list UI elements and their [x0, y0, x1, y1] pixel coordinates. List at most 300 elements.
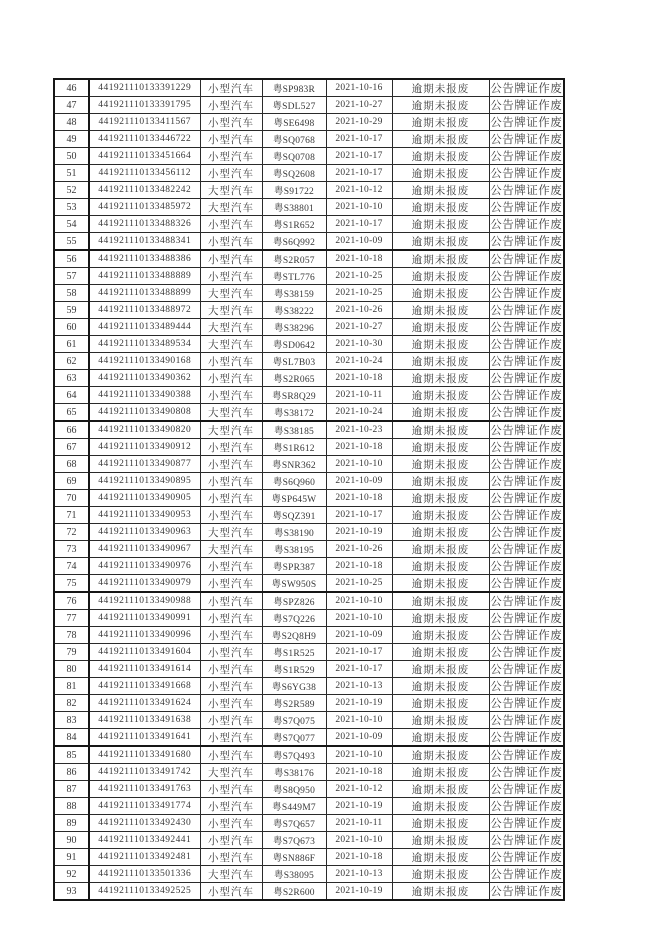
table-row	[54, 627, 564, 644]
record-id-cell: 441921110133391795	[89, 97, 200, 114]
status-cell: 逾期未报废	[392, 695, 489, 712]
table-row	[54, 456, 564, 473]
status-cell: 逾期未报废	[392, 250, 489, 268]
date-cell: 2021-10-17	[326, 216, 392, 233]
table-row	[54, 849, 564, 866]
row-number-cell: 58	[54, 285, 89, 302]
action-cell: 公告牌证作废	[489, 404, 564, 422]
status-cell: 逾期未报废	[392, 353, 489, 370]
vehicle-type-cell: 小型汽车	[200, 798, 262, 815]
vehicle-type-cell: 小型汽车	[200, 216, 262, 233]
record-id-cell: 441921110133488899	[89, 285, 200, 302]
status-cell: 逾期未报废	[392, 165, 489, 182]
status-cell: 逾期未报废	[392, 302, 489, 319]
table-row	[54, 661, 564, 678]
row-number-cell: 75	[54, 575, 89, 593]
row-number-cell: 55	[54, 233, 89, 251]
row-number-cell: 77	[54, 610, 89, 627]
action-cell: 公告牌证作废	[489, 199, 564, 216]
status-cell: 逾期未报废	[392, 729, 489, 747]
record-id-cell: 441921110133491774	[89, 798, 200, 815]
record-id-cell: 441921110133501336	[89, 866, 200, 883]
plate-number-cell: 粤SQZ391	[262, 507, 326, 524]
action-cell: 公告牌证作废	[489, 798, 564, 815]
row-number-cell: 70	[54, 490, 89, 507]
status-cell: 逾期未报废	[392, 114, 489, 131]
row-number-cell: 71	[54, 507, 89, 524]
plate-number-cell: 粤S2R589	[262, 695, 326, 712]
record-id-cell: 441921110133491604	[89, 644, 200, 661]
row-number-cell: 78	[54, 627, 89, 644]
status-cell: 逾期未报废	[392, 746, 489, 764]
action-cell: 公告牌证作废	[489, 131, 564, 148]
record-id-cell: 441921110133490895	[89, 473, 200, 490]
table-row	[54, 644, 564, 661]
date-cell: 2021-10-11	[326, 387, 392, 404]
table-row	[54, 216, 564, 233]
date-cell: 2021-10-17	[326, 165, 392, 182]
vehicle-type-cell: 小型汽车	[200, 490, 262, 507]
row-number-cell: 79	[54, 644, 89, 661]
action-cell: 公告牌证作废	[489, 473, 564, 490]
row-number-cell: 88	[54, 798, 89, 815]
vehicle-type-cell: 大型汽车	[200, 285, 262, 302]
table-row	[54, 268, 564, 285]
row-number-cell: 68	[54, 456, 89, 473]
table-row	[54, 114, 564, 131]
action-cell: 公告牌证作废	[489, 165, 564, 182]
plate-number-cell: 粤S38296	[262, 319, 326, 336]
status-cell: 逾期未报废	[392, 456, 489, 473]
vehicle-type-cell: 大型汽车	[200, 336, 262, 353]
status-cell: 逾期未报废	[392, 268, 489, 285]
row-number-cell: 89	[54, 815, 89, 832]
vehicle-type-cell: 小型汽车	[200, 439, 262, 456]
record-id-cell: 441921110133491614	[89, 661, 200, 678]
plate-number-cell: 粤S2R057	[262, 250, 326, 268]
row-number-cell: 83	[54, 712, 89, 729]
record-id-cell: 441921110133490362	[89, 370, 200, 387]
table-row	[54, 610, 564, 627]
status-cell: 逾期未报废	[392, 592, 489, 610]
plate-number-cell: 粤SQ2608	[262, 165, 326, 182]
row-number-cell: 72	[54, 524, 89, 541]
action-cell: 公告牌证作废	[489, 456, 564, 473]
date-cell: 2021-10-09	[326, 233, 392, 251]
table-row	[54, 182, 564, 199]
vehicle-type-cell: 小型汽车	[200, 473, 262, 490]
table-row	[54, 558, 564, 575]
status-cell: 逾期未报废	[392, 815, 489, 832]
record-id-cell: 441921110133490953	[89, 507, 200, 524]
date-cell: 2021-10-24	[326, 404, 392, 422]
vehicle-type-cell: 小型汽车	[200, 114, 262, 131]
table-row	[54, 798, 564, 815]
status-cell: 逾期未报废	[392, 866, 489, 883]
vehicle-type-cell: 小型汽车	[200, 883, 262, 901]
plate-number-cell: 粤S449M7	[262, 798, 326, 815]
vehicle-type-cell: 小型汽车	[200, 815, 262, 832]
plate-number-cell: 粤S38185	[262, 421, 326, 439]
plate-number-cell: 粤SDL527	[262, 97, 326, 114]
vehicle-type-cell: 小型汽车	[200, 456, 262, 473]
vehicle-type-cell: 大型汽车	[200, 866, 262, 883]
record-id-cell: 441921110133490979	[89, 575, 200, 593]
action-cell: 公告牌证作废	[489, 353, 564, 370]
date-cell: 2021-10-30	[326, 336, 392, 353]
vehicle-type-cell: 小型汽车	[200, 592, 262, 610]
record-id-cell: 441921110133490820	[89, 421, 200, 439]
status-cell: 逾期未报废	[392, 712, 489, 729]
row-number-cell: 56	[54, 250, 89, 268]
table-row	[54, 541, 564, 558]
record-id-cell: 441921110133490991	[89, 610, 200, 627]
table-row	[54, 421, 564, 439]
record-id-cell: 441921110133491680	[89, 746, 200, 764]
record-id-cell: 441921110133490388	[89, 387, 200, 404]
row-number-cell: 50	[54, 148, 89, 165]
action-cell: 公告牌证作废	[489, 148, 564, 165]
action-cell: 公告牌证作废	[489, 268, 564, 285]
vehicle-type-cell: 小型汽车	[200, 781, 262, 798]
status-cell: 逾期未报废	[392, 404, 489, 422]
action-cell: 公告牌证作废	[489, 79, 564, 97]
status-cell: 逾期未报废	[392, 336, 489, 353]
row-number-cell: 59	[54, 302, 89, 319]
date-cell: 2021-10-10	[326, 832, 392, 849]
action-cell: 公告牌证作废	[489, 97, 564, 114]
vehicle-type-cell: 大型汽车	[200, 541, 262, 558]
plate-number-cell: 粤SE6498	[262, 114, 326, 131]
table-row	[54, 832, 564, 849]
vehicle-type-cell: 大型汽车	[200, 182, 262, 199]
plate-number-cell: 粤SW950S	[262, 575, 326, 593]
table-row	[54, 473, 564, 490]
table-row	[54, 233, 564, 251]
vehicle-type-cell: 小型汽车	[200, 507, 262, 524]
action-cell: 公告牌证作废	[489, 439, 564, 456]
action-cell: 公告牌证作废	[489, 524, 564, 541]
plate-number-cell: 粤S6YG38	[262, 678, 326, 695]
date-cell: 2021-10-25	[326, 285, 392, 302]
plate-number-cell: 粤SQ0708	[262, 148, 326, 165]
action-cell: 公告牌证作废	[489, 421, 564, 439]
vehicle-type-cell: 小型汽车	[200, 268, 262, 285]
status-cell: 逾期未报废	[392, 524, 489, 541]
row-number-cell: 47	[54, 97, 89, 114]
row-number-cell: 65	[54, 404, 89, 422]
record-id-cell: 441921110133485972	[89, 199, 200, 216]
status-cell: 逾期未报废	[392, 79, 489, 97]
row-number-cell: 87	[54, 781, 89, 798]
action-cell: 公告牌证作废	[489, 866, 564, 883]
status-cell: 逾期未报废	[392, 558, 489, 575]
plate-number-cell: 粤SD0642	[262, 336, 326, 353]
record-id-cell: 441921110133490877	[89, 456, 200, 473]
plate-number-cell: 粤S8Q950	[262, 781, 326, 798]
record-id-cell: 441921110133491641	[89, 729, 200, 747]
row-number-cell: 51	[54, 165, 89, 182]
status-cell: 逾期未报废	[392, 387, 489, 404]
vehicle-type-cell: 大型汽车	[200, 524, 262, 541]
date-cell: 2021-10-27	[326, 319, 392, 336]
record-id-cell: 441921110133482242	[89, 182, 200, 199]
action-cell: 公告牌证作废	[489, 285, 564, 302]
status-cell: 逾期未报废	[392, 216, 489, 233]
status-cell: 逾期未报废	[392, 490, 489, 507]
plate-number-cell: 粤S38222	[262, 302, 326, 319]
record-id-cell: 441921110133391229	[89, 79, 200, 97]
row-number-cell: 64	[54, 387, 89, 404]
status-cell: 逾期未报废	[392, 883, 489, 901]
status-cell: 逾期未报废	[392, 182, 489, 199]
plate-number-cell: 粤S91722	[262, 182, 326, 199]
record-id-cell: 441921110133489444	[89, 319, 200, 336]
date-cell: 2021-10-10	[326, 592, 392, 610]
table-row	[54, 729, 564, 747]
plate-number-cell: 粤STL776	[262, 268, 326, 285]
date-cell: 2021-10-11	[326, 815, 392, 832]
record-id-cell: 441921110133490808	[89, 404, 200, 422]
status-cell: 逾期未报废	[392, 97, 489, 114]
date-cell: 2021-10-10	[326, 712, 392, 729]
record-id-cell: 441921110133490963	[89, 524, 200, 541]
plate-number-cell: 粤SP645W	[262, 490, 326, 507]
action-cell: 公告牌证作废	[489, 558, 564, 575]
row-number-cell: 62	[54, 353, 89, 370]
row-number-cell: 73	[54, 541, 89, 558]
plate-number-cell: 粤S38159	[262, 285, 326, 302]
vehicle-type-cell: 小型汽车	[200, 250, 262, 268]
row-number-cell: 61	[54, 336, 89, 353]
action-cell: 公告牌证作废	[489, 627, 564, 644]
status-cell: 逾期未报废	[392, 644, 489, 661]
status-cell: 逾期未报废	[392, 319, 489, 336]
vehicle-type-cell: 大型汽车	[200, 319, 262, 336]
table-row	[54, 524, 564, 541]
plate-number-cell: 粤S38190	[262, 524, 326, 541]
vehicle-type-cell: 小型汽车	[200, 387, 262, 404]
date-cell: 2021-10-18	[326, 439, 392, 456]
row-number-cell: 67	[54, 439, 89, 456]
record-id-cell: 441921110133492430	[89, 815, 200, 832]
row-number-cell: 63	[54, 370, 89, 387]
action-cell: 公告牌证作废	[489, 490, 564, 507]
status-cell: 逾期未报废	[392, 507, 489, 524]
row-number-cell: 60	[54, 319, 89, 336]
vehicle-type-cell: 小型汽车	[200, 678, 262, 695]
date-cell: 2021-10-17	[326, 131, 392, 148]
record-id-cell: 441921110133491742	[89, 764, 200, 781]
date-cell: 2021-10-10	[326, 746, 392, 764]
vehicle-type-cell: 大型汽车	[200, 404, 262, 422]
record-id-cell: 441921110133488386	[89, 250, 200, 268]
date-cell: 2021-10-26	[326, 302, 392, 319]
row-number-cell: 81	[54, 678, 89, 695]
record-id-cell: 441921110133451664	[89, 148, 200, 165]
plate-number-cell: 粤S38801	[262, 199, 326, 216]
date-cell: 2021-10-19	[326, 524, 392, 541]
table-row	[54, 746, 564, 764]
plate-number-cell: 粤S1R525	[262, 644, 326, 661]
record-id-cell: 441921110133411567	[89, 114, 200, 131]
action-cell: 公告牌证作废	[489, 883, 564, 901]
status-cell: 逾期未报废	[392, 421, 489, 439]
date-cell: 2021-10-18	[326, 849, 392, 866]
date-cell: 2021-10-16	[326, 79, 392, 97]
record-id-cell: 441921110133490996	[89, 627, 200, 644]
row-number-cell: 92	[54, 866, 89, 883]
status-cell: 逾期未报废	[392, 233, 489, 251]
table-row	[54, 592, 564, 610]
plate-number-cell: 粤SPR387	[262, 558, 326, 575]
date-cell: 2021-10-19	[326, 883, 392, 901]
record-id-cell: 441921110133490168	[89, 353, 200, 370]
plate-number-cell: 粤S7Q226	[262, 610, 326, 627]
status-cell: 逾期未报废	[392, 849, 489, 866]
action-cell: 公告牌证作废	[489, 370, 564, 387]
status-cell: 逾期未报废	[392, 832, 489, 849]
date-cell: 2021-10-27	[326, 97, 392, 114]
date-cell: 2021-10-26	[326, 541, 392, 558]
status-cell: 逾期未报废	[392, 575, 489, 593]
row-number-cell: 76	[54, 592, 89, 610]
table-row	[54, 336, 564, 353]
action-cell: 公告牌证作废	[489, 712, 564, 729]
action-cell: 公告牌证作废	[489, 661, 564, 678]
action-cell: 公告牌证作废	[489, 302, 564, 319]
vehicle-type-cell: 小型汽车	[200, 832, 262, 849]
status-cell: 逾期未报废	[392, 370, 489, 387]
table-row	[54, 712, 564, 729]
action-cell: 公告牌证作废	[489, 541, 564, 558]
date-cell: 2021-10-29	[326, 114, 392, 131]
plate-number-cell: 粤S1R529	[262, 661, 326, 678]
date-cell: 2021-10-19	[326, 695, 392, 712]
date-cell: 2021-10-09	[326, 473, 392, 490]
row-number-cell: 74	[54, 558, 89, 575]
plate-number-cell: 粤S7Q075	[262, 712, 326, 729]
vehicle-type-cell: 小型汽车	[200, 695, 262, 712]
vehicle-type-cell: 小型汽车	[200, 661, 262, 678]
row-number-cell: 91	[54, 849, 89, 866]
vehicle-type-cell: 小型汽车	[200, 233, 262, 251]
row-number-cell: 53	[54, 199, 89, 216]
date-cell: 2021-10-25	[326, 575, 392, 593]
date-cell: 2021-10-09	[326, 729, 392, 747]
action-cell: 公告牌证作废	[489, 592, 564, 610]
status-cell: 逾期未报废	[392, 781, 489, 798]
action-cell: 公告牌证作废	[489, 764, 564, 781]
action-cell: 公告牌证作废	[489, 832, 564, 849]
action-cell: 公告牌证作废	[489, 336, 564, 353]
vehicle-type-cell: 小型汽车	[200, 627, 262, 644]
action-cell: 公告牌证作废	[489, 849, 564, 866]
vehicle-type-cell: 小型汽车	[200, 712, 262, 729]
table-row	[54, 764, 564, 781]
vehicle-type-cell: 小型汽车	[200, 148, 262, 165]
record-id-cell: 441921110133489534	[89, 336, 200, 353]
status-cell: 逾期未报废	[392, 610, 489, 627]
row-number-cell: 49	[54, 131, 89, 148]
row-number-cell: 69	[54, 473, 89, 490]
date-cell: 2021-10-12	[326, 182, 392, 199]
action-cell: 公告牌证作废	[489, 644, 564, 661]
status-cell: 逾期未报废	[392, 541, 489, 558]
action-cell: 公告牌证作废	[489, 575, 564, 593]
record-id-cell: 441921110133491624	[89, 695, 200, 712]
status-cell: 逾期未报废	[392, 285, 489, 302]
vehicle-type-cell: 小型汽车	[200, 729, 262, 747]
plate-number-cell: 粤S7Q493	[262, 746, 326, 764]
vehicle-type-cell: 小型汽车	[200, 575, 262, 593]
plate-number-cell: 粤S2R065	[262, 370, 326, 387]
action-cell: 公告牌证作废	[489, 319, 564, 336]
row-number-cell: 84	[54, 729, 89, 747]
action-cell: 公告牌证作废	[489, 250, 564, 268]
table-row	[54, 575, 564, 593]
record-id-cell: 441921110133488326	[89, 216, 200, 233]
status-cell: 逾期未报废	[392, 131, 489, 148]
plate-number-cell: 粤S7Q077	[262, 729, 326, 747]
row-number-cell: 90	[54, 832, 89, 849]
row-number-cell: 93	[54, 883, 89, 901]
action-cell: 公告牌证作废	[489, 610, 564, 627]
action-cell: 公告牌证作废	[489, 387, 564, 404]
row-number-cell: 54	[54, 216, 89, 233]
vehicle-type-cell: 小型汽车	[200, 370, 262, 387]
vehicle-type-cell: 小型汽车	[200, 610, 262, 627]
row-number-cell: 85	[54, 746, 89, 764]
row-number-cell: 52	[54, 182, 89, 199]
row-number-cell: 82	[54, 695, 89, 712]
row-number-cell: 57	[54, 268, 89, 285]
date-cell: 2021-10-18	[326, 370, 392, 387]
table-row	[54, 302, 564, 319]
plate-number-cell: 粤SPZ826	[262, 592, 326, 610]
table-row	[54, 404, 564, 422]
date-cell: 2021-10-17	[326, 507, 392, 524]
date-cell: 2021-10-25	[326, 268, 392, 285]
vehicle-type-cell: 小型汽车	[200, 558, 262, 575]
record-id-cell: 441921110133491638	[89, 712, 200, 729]
record-id-cell: 441921110133446722	[89, 131, 200, 148]
plate-number-cell: 粤S1R612	[262, 439, 326, 456]
vehicle-type-cell: 小型汽车	[200, 165, 262, 182]
status-cell: 逾期未报废	[392, 473, 489, 490]
vehicle-type-cell: 小型汽车	[200, 97, 262, 114]
plate-number-cell: 粤S6Q992	[262, 233, 326, 251]
table-row	[54, 507, 564, 524]
vehicle-type-cell: 大型汽车	[200, 764, 262, 781]
date-cell: 2021-10-10	[326, 199, 392, 216]
date-cell: 2021-10-23	[326, 421, 392, 439]
record-id-cell: 441921110133490976	[89, 558, 200, 575]
vehicle-type-cell: 小型汽车	[200, 353, 262, 370]
plate-number-cell: 粤S38172	[262, 404, 326, 422]
date-cell: 2021-10-13	[326, 678, 392, 695]
plate-number-cell: 粤S6Q960	[262, 473, 326, 490]
date-cell: 2021-10-18	[326, 490, 392, 507]
action-cell: 公告牌证作废	[489, 182, 564, 199]
status-cell: 逾期未报废	[392, 798, 489, 815]
plate-number-cell: 粤S38176	[262, 764, 326, 781]
vehicle-type-cell: 小型汽车	[200, 746, 262, 764]
plate-number-cell: 粤S2R600	[262, 883, 326, 901]
vehicle-type-cell: 小型汽车	[200, 79, 262, 97]
table-row	[54, 353, 564, 370]
action-cell: 公告牌证作废	[489, 233, 564, 251]
